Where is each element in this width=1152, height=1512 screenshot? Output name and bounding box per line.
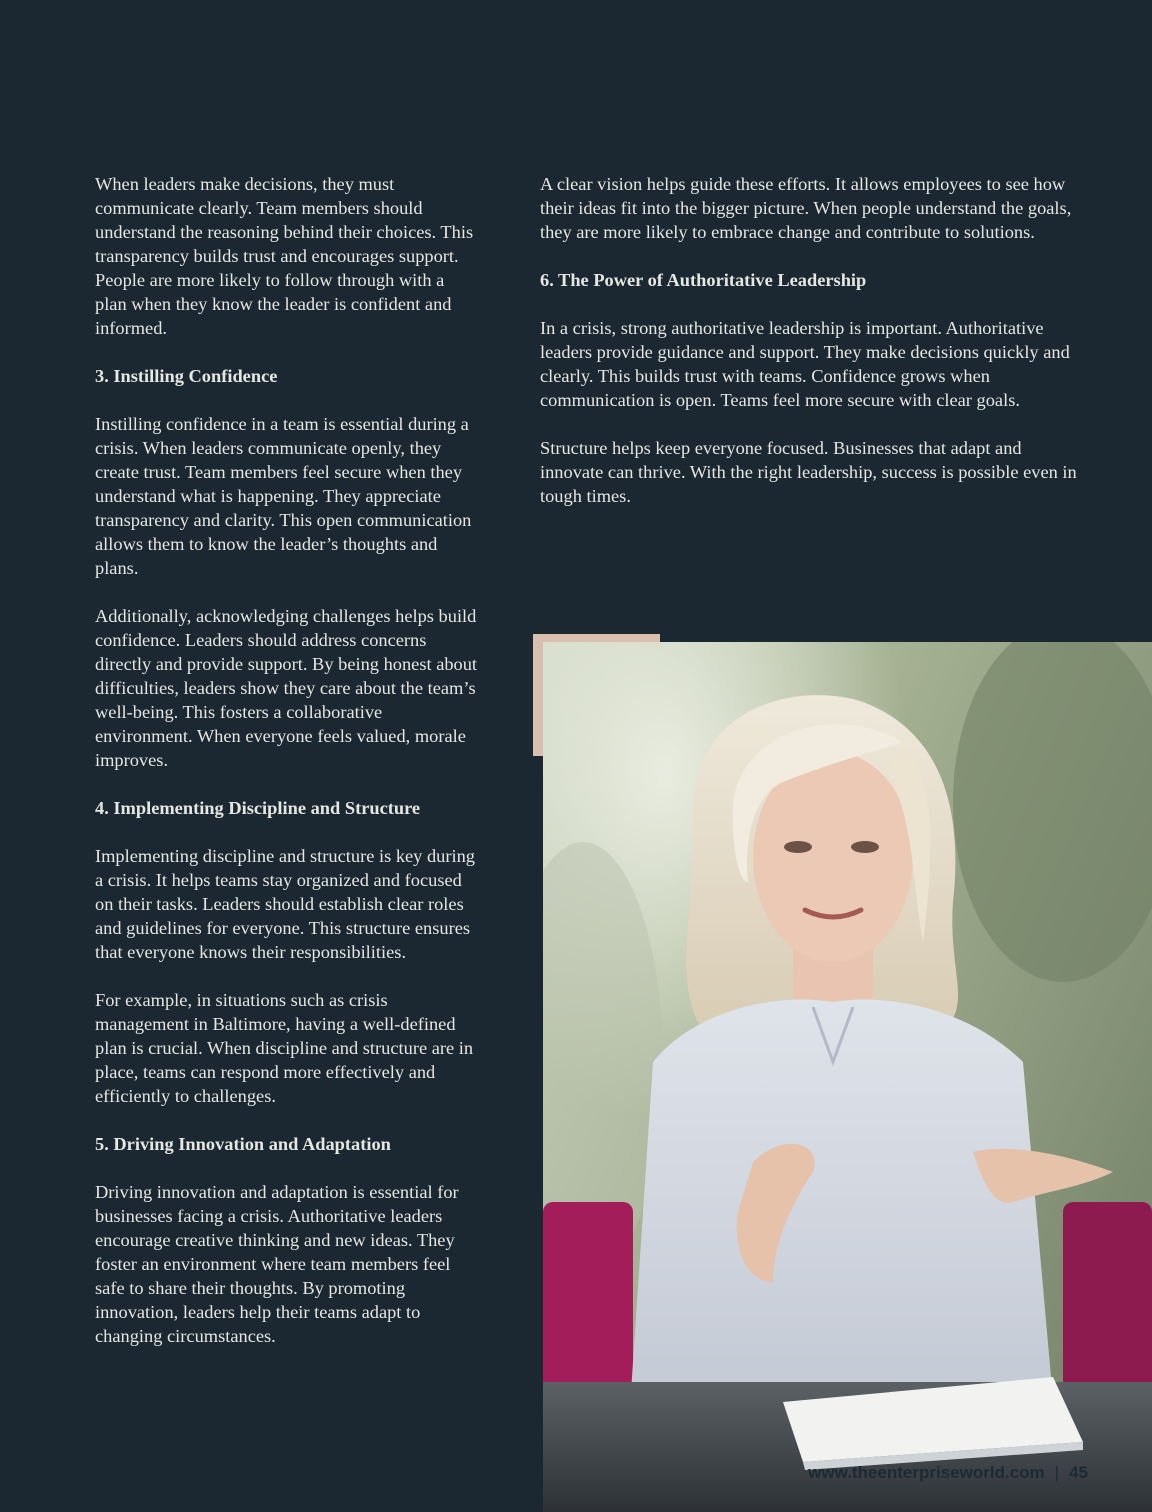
right-text-column [540,172,1088,532]
paragraph: Structure helps keep everyone focused. Businesses that adapt and innovate can thrive. With the right leadership, success is possible even in tough times. [540,438,1077,506]
photo-businesswoman-speaking [543,642,1152,1512]
footer-url[interactable]: www.theenterpriseworld.com [808,1463,1045,1482]
footer-separator: | [1054,1463,1060,1482]
paragraph: In a crisis, strong authoritative leadership is important. Authoritative leaders provide guidance and support. They make decisions quickly and clearly. This builds trust with teams. Confidence grows when communication is open. Teams feel more secure with clear goals. [540,318,1070,410]
section-heading: 3. Instilling Confidence [95,366,278,386]
section-heading: 6. The Power of Authoritative Leadership [540,270,867,290]
paragraph: For example, in situations such as crisis management in Baltimore, having a well-defined plan is crucial. When discipline and structure are in place, teams can respond more effectively and efficiently to challenges. [95,990,474,1106]
left-text-column [95,172,479,1372]
page-footer [808,1462,1088,1484]
paragraph: Additionally, acknowledging challenges helps build confidence. Leaders should address concerns directly and provide support. By being honest about difficulties, leaders show they care about the team’s well-being. This fosters a collaborative environment. When everyone feels valued, morale improves. [95,606,478,770]
page-number: 45 [1069,1463,1088,1482]
section-heading: 5. Driving Innovation and Adaptation [95,1134,391,1154]
paragraph: When leaders make decisions, they must communicate clearly. Team members should understand the reasoning behind their choices. This transparency builds trust and encourages support. People are more likely to follow through with a plan when they know the leader is confident and informed. [95,174,474,338]
paragraph: A clear vision helps guide these efforts. It allows employees to see how their ideas fit into the bigger picture. When people understand the goals, they are more likely to embrace change and contribute to solutions. [540,174,1072,242]
paragraph: Instilling confidence in a team is essential during a crisis. When leaders communicate openly, they create trust. Team members feel secure when they understand what is happening. They appreciate transparency and clarity. This open communication allows them to know the leader’s thoughts and plans. [95,414,472,578]
section-heading: 4. Implementing Discipline and Structure [95,798,421,818]
paragraph: Driving innovation and adaptation is essential for businesses facing a crisis. Authoritative leaders encourage creative thinking and new ideas. They foster an environment where team members feel safe to share their thoughts. By promoting innovation, leaders help their teams adapt to changing circumstances. [95,1182,459,1346]
paragraph: Implementing discipline and structure is key during a crisis. It helps teams stay organized and focused on their tasks. Leaders should establish clear roles and guidelines for everyone. This structure ensures that everyone knows their responsibilities. [95,846,475,962]
